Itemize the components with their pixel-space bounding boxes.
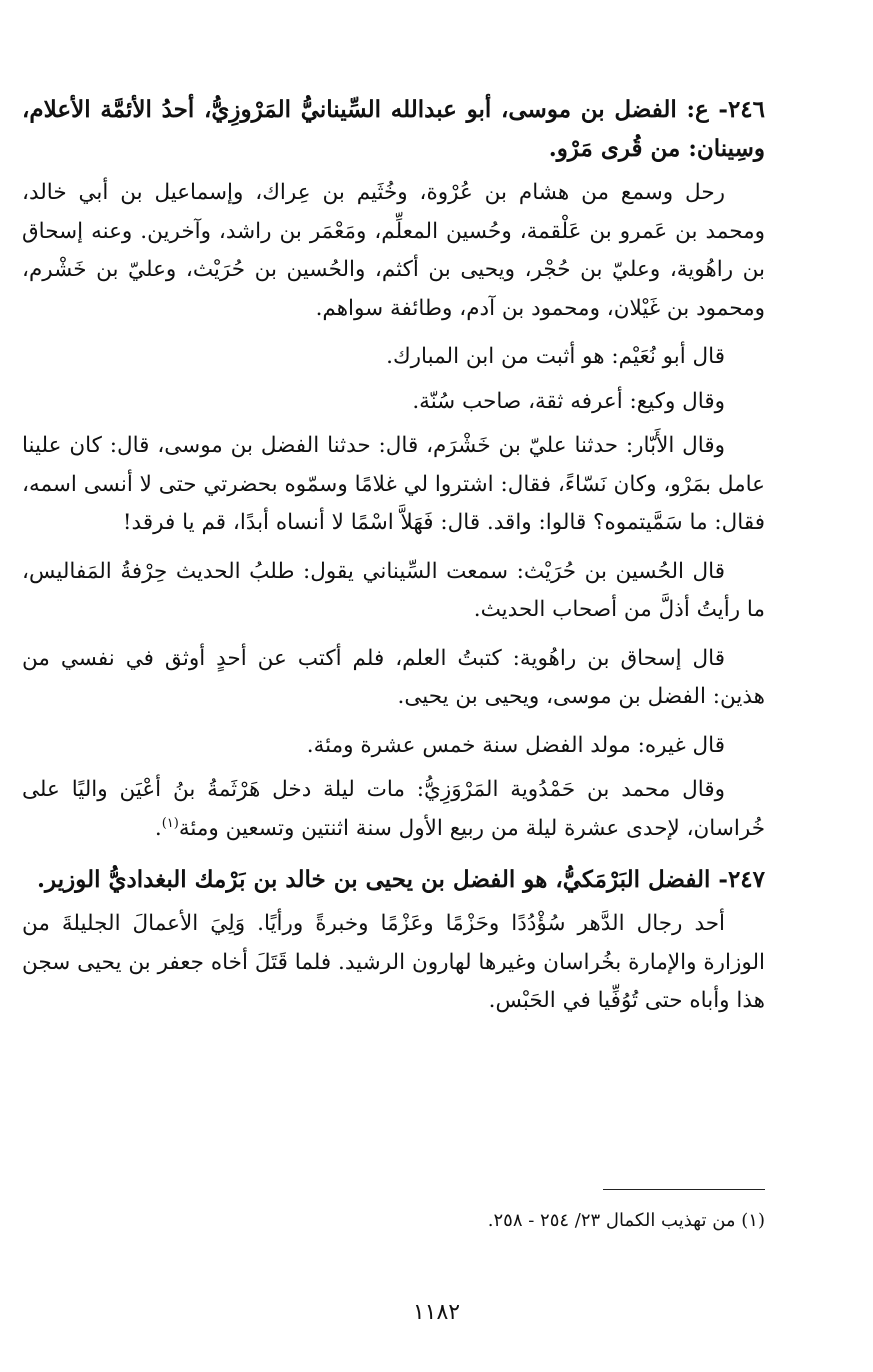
entry-246-title: ٢٤٦- ع: الفضل بن موسى، أبو عبدالله السِّينانيُّ المَرْوزِيُّ، أحدُ الأئمَّة الأعلام، وسِينان: من قُرى مَرْو. bbox=[22, 96, 765, 162]
death-date-tail: . bbox=[154, 815, 162, 841]
quote-al-husayn: قال الحُسين بن حُرَيْث: سمعت السِّيناني يقول: طلبُ الحديث حِرْفةُ المَفاليس، ما رأيتُ أذلَّ من أصحاب الحديث. bbox=[22, 558, 765, 622]
page-body bbox=[22, 90, 765, 1031]
page-number: ١١٨٢ bbox=[412, 1300, 461, 1325]
footnote-separator bbox=[603, 1189, 765, 1190]
entry-247-biography: أحد رجال الدَّهر سُؤْدُدًا وحَزْمًا وعَزْمًا وخبرةً ورأيًا. وَلِيَ الأعمالَ الجليلةَ من الوزارة والإمارة بخُراسان وغيرها لهارون الرشيد. فلما قَتَلَ أخاه جعفر بن يحيى سجن هذا وأباه حتى تُوُفِّيا في الحَبْس. bbox=[22, 911, 765, 1013]
footnote-marker[interactable]: (١) bbox=[161, 815, 179, 831]
quote-death-date bbox=[22, 771, 765, 848]
quote-ishaq: قال إسحاق بن راهُوية: كتبتُ العلم، فلم أكتب عن أحدٍ أوثق في نفسي من هذين: الفضل بن موسى، ويحيى بن يحيى. bbox=[22, 645, 765, 709]
entry-247-title: ٢٤٧- الفضل البَرْمَكيُّ، هو الفضل بن يحيى بن خالد بن بَرْمك البغداديُّ الوزير. bbox=[37, 866, 765, 893]
death-date-text: وقال محمد بن حَمْدُوية المَرْوَزِيُّ: مات ليلة دخل هَرْثَمةُ بنُ أعْيَن واليًا على خُراسان، لإحدى عشرة ليلة من ربيع الأول سنة اثنتين وتسعين ومئة bbox=[22, 777, 765, 841]
quote-birth-year: قال غيره: مولد الفضل سنة خمس عشرة ومئة. bbox=[306, 732, 725, 758]
quote-al-abbar: وقال الأَبّار: حدثنا عليّ بن خَشْرَم، قال: حدثنا الفضل بن موسى، قال: كان علينا عامل بمَرْو، وكان نَسّاءً، فقال: اشتروا لي غلامًا وسمّوه بحضرتي حتى لا أنسى اسمه، فقال: ما سَمَّيتموه؟ قالوا: واقد. قال: فَهَلاَّ اسْمًا لا أنساه أبدًا، قم يا فرقد! bbox=[22, 433, 765, 535]
quote-abu-nuaym: قال أبو نُعَيْم: هو أثبت من ابن المبارك. bbox=[386, 344, 725, 369]
entry-246-biography: رحل وسمع من هشام بن عُرْوة، وخُثَيم بن عِراك، وإسماعيل بن أبي خالد، ومحمد بن عَمرو بن عَلْقمة، وحُسين المعلِّم، ومَعْمَر بن راشد، وآخرين. وعنه إسحاق بن راهُوية، وعليّ بن حُجْر، ويحيى بن أكثم، والحُسين بن حُرَيْث، وعليّ بن خَشْرم، ومحمود بن غَيْلان، ومحمود بن آدم، وطائفة سواهم. bbox=[22, 180, 765, 321]
quote-waki: وقال وكيع: أعرفه ثقة، صاحب سُنّة. bbox=[412, 388, 725, 414]
footnote-text: (١) من تهذيب الكمال ٢٣/ ٢٥٤ - ٢٥٨. bbox=[487, 1210, 765, 1231]
